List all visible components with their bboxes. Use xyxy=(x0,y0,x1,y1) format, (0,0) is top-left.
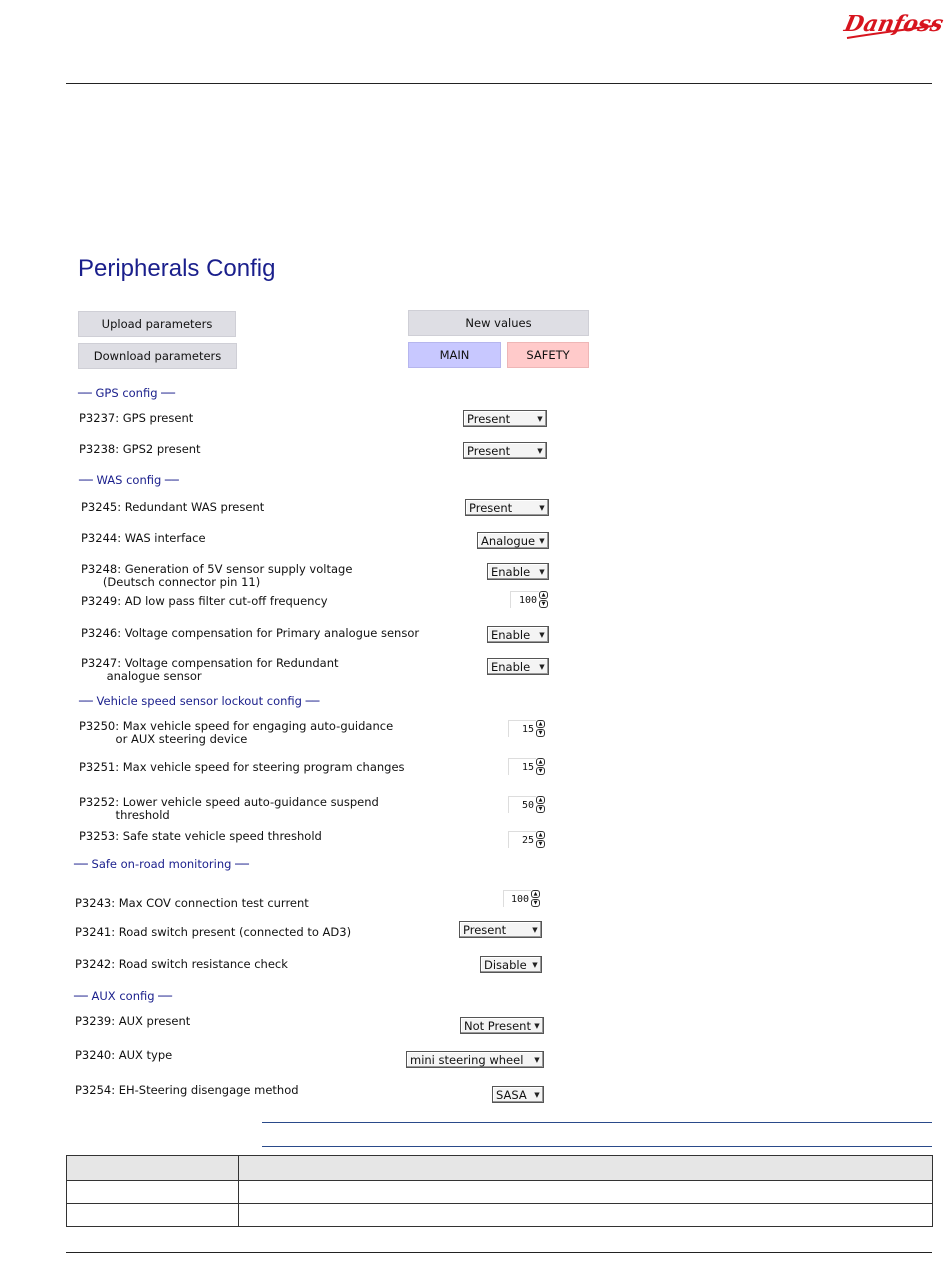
select-p3248[interactable] xyxy=(487,563,549,580)
safety-button[interactable]: SAFETY xyxy=(507,342,589,368)
param-label-p3245: P3245: Redundant WAS present xyxy=(81,500,265,514)
param-label-p3237: P3237: GPS present xyxy=(79,411,194,425)
dropdown-arrow-icon: ▼ xyxy=(532,960,538,969)
param-label-p3238: P3238: GPS2 present xyxy=(79,442,201,456)
footer-rule xyxy=(66,1252,932,1253)
danfoss-logo xyxy=(841,4,946,44)
table-row xyxy=(67,1181,933,1204)
param-label-p3248: P3248: Generation of 5V sensor supply voltage (Deutsch connector pin 11) xyxy=(81,562,353,589)
table-cell xyxy=(67,1181,239,1204)
param-label-p3249: P3249: AD low pass filter cut-off frequency xyxy=(81,594,328,608)
dropdown-arrow-icon: ▼ xyxy=(539,567,545,576)
spin-up-icon[interactable]: ▲ xyxy=(536,831,545,839)
table-cell xyxy=(67,1156,239,1181)
param-label-p3253: P3253: Safe state vehicle speed threshold xyxy=(79,829,322,843)
param-label-p3239: P3239: AUX present xyxy=(75,1014,191,1028)
select-value: Disable xyxy=(484,957,527,972)
table-cell xyxy=(239,1156,933,1181)
dropdown-arrow-icon: ▼ xyxy=(539,662,545,671)
select-value: Present xyxy=(463,922,507,937)
spin-up-icon[interactable]: ▲ xyxy=(536,758,545,766)
spinner-value: 100 xyxy=(503,890,531,907)
section-aux-config: ── AUX config ── xyxy=(74,989,173,1003)
page-title: Peripherals Config xyxy=(78,255,276,282)
spinner-p3249[interactable] xyxy=(510,590,548,609)
info-table xyxy=(66,1155,933,1227)
header-rule xyxy=(66,83,932,84)
param-label-p3254: P3254: EH-Steering disengage method xyxy=(75,1083,299,1097)
select-p3254[interactable] xyxy=(492,1086,544,1103)
param-label-p3247: P3247: Voltage compensation for Redundant analogue sensor xyxy=(81,656,339,683)
param-label-p3244: P3244: WAS interface xyxy=(81,531,206,545)
dropdown-arrow-icon: ▼ xyxy=(534,1090,540,1099)
dropdown-arrow-icon: ▼ xyxy=(539,630,545,639)
spin-up-icon[interactable]: ▲ xyxy=(531,890,540,898)
select-p3245[interactable] xyxy=(465,499,549,516)
dropdown-arrow-icon: ▼ xyxy=(537,446,543,455)
new-values-button[interactable]: New values xyxy=(408,310,589,336)
spin-up-icon[interactable]: ▲ xyxy=(536,720,545,728)
table-cell xyxy=(239,1204,933,1227)
select-p3239[interactable] xyxy=(460,1017,544,1034)
spin-down-icon[interactable]: ▼ xyxy=(536,805,545,813)
select-value: Analogue xyxy=(481,533,536,548)
spinner-p3253[interactable] xyxy=(508,830,545,849)
select-p3237[interactable] xyxy=(463,410,547,427)
param-label-p3242: P3242: Road switch resistance check xyxy=(75,957,288,971)
spinner-value: 50 xyxy=(508,796,536,813)
spin-down-icon[interactable]: ▼ xyxy=(539,600,548,608)
section-safe-on-road: ── Safe on-road monitoring ── xyxy=(74,857,249,871)
svg-text:Danfoss: Danfoss xyxy=(841,11,946,37)
spinner-p3250[interactable] xyxy=(508,719,545,738)
select-value: Present xyxy=(467,443,511,458)
param-label-p3252: P3252: Lower vehicle speed auto-guidance suspend threshold xyxy=(79,795,379,822)
dropdown-arrow-icon: ▼ xyxy=(532,925,538,934)
spin-down-icon[interactable]: ▼ xyxy=(536,840,545,848)
param-label-p3240: P3240: AUX type xyxy=(75,1048,173,1062)
select-value: Enable xyxy=(491,564,531,579)
spinner-value: 100 xyxy=(510,591,539,608)
param-label-p3251: P3251: Max vehicle speed for steering program changes xyxy=(79,760,405,774)
select-value: Enable xyxy=(491,659,531,674)
select-value: Enable xyxy=(491,627,531,642)
spinner-value: 25 xyxy=(508,831,536,848)
param-label-p3250: P3250: Max vehicle speed for engaging auto-guidance or AUX steering device xyxy=(79,719,394,746)
spin-down-icon[interactable]: ▼ xyxy=(536,767,545,775)
table-row xyxy=(67,1204,933,1227)
param-label-p3246: P3246: Voltage compensation for Primary analogue sensor xyxy=(81,626,420,640)
dropdown-arrow-icon: ▼ xyxy=(539,536,545,545)
section-gps-config: ── GPS config ── xyxy=(78,386,176,400)
upload-parameters-button[interactable]: Upload parameters xyxy=(78,311,236,337)
dropdown-arrow-icon: ▼ xyxy=(537,414,543,423)
dropdown-arrow-icon: ▼ xyxy=(534,1021,540,1030)
select-p3246[interactable] xyxy=(487,626,549,643)
spinner-value: 15 xyxy=(508,720,536,737)
section-was-config: ── WAS config ── xyxy=(79,473,179,487)
param-label-p3243: P3243: Max COV connection test current xyxy=(75,896,309,910)
spin-up-icon[interactable]: ▲ xyxy=(536,796,545,804)
param-label-p3241: P3241: Road switch present (connected to AD3) xyxy=(75,925,352,939)
select-value: SASA xyxy=(496,1087,527,1102)
spin-down-icon[interactable]: ▼ xyxy=(531,899,540,907)
spin-up-icon[interactable]: ▲ xyxy=(539,591,548,599)
dropdown-arrow-icon: ▼ xyxy=(534,1055,540,1064)
dropdown-arrow-icon: ▼ xyxy=(539,503,545,512)
spinner-value: 15 xyxy=(508,758,536,775)
select-value: mini steering wheel xyxy=(410,1052,524,1067)
spinner-p3251[interactable] xyxy=(508,757,545,776)
divider xyxy=(262,1146,932,1147)
divider xyxy=(262,1122,932,1123)
table-cell xyxy=(239,1181,933,1204)
select-value: Present xyxy=(467,411,511,426)
table-header-row xyxy=(67,1156,933,1181)
section-vehicle-speed-config: ── Vehicle speed sensor lockout config ── xyxy=(79,694,320,708)
download-parameters-button[interactable]: Download parameters xyxy=(78,343,237,369)
select-p3240[interactable] xyxy=(406,1051,544,1068)
main-button[interactable]: MAIN xyxy=(408,342,501,368)
select-p3241[interactable] xyxy=(459,921,542,938)
select-p3247[interactable] xyxy=(487,658,549,675)
spinner-p3252[interactable] xyxy=(508,795,545,814)
select-value: Not Present xyxy=(464,1018,531,1033)
select-p3242[interactable] xyxy=(480,956,542,973)
spinner-p3243[interactable] xyxy=(503,889,540,908)
spin-down-icon[interactable]: ▼ xyxy=(536,729,545,737)
table-cell xyxy=(67,1204,239,1227)
select-p3238[interactable] xyxy=(463,442,547,459)
select-p3244[interactable] xyxy=(477,532,549,549)
select-value: Present xyxy=(469,500,513,515)
